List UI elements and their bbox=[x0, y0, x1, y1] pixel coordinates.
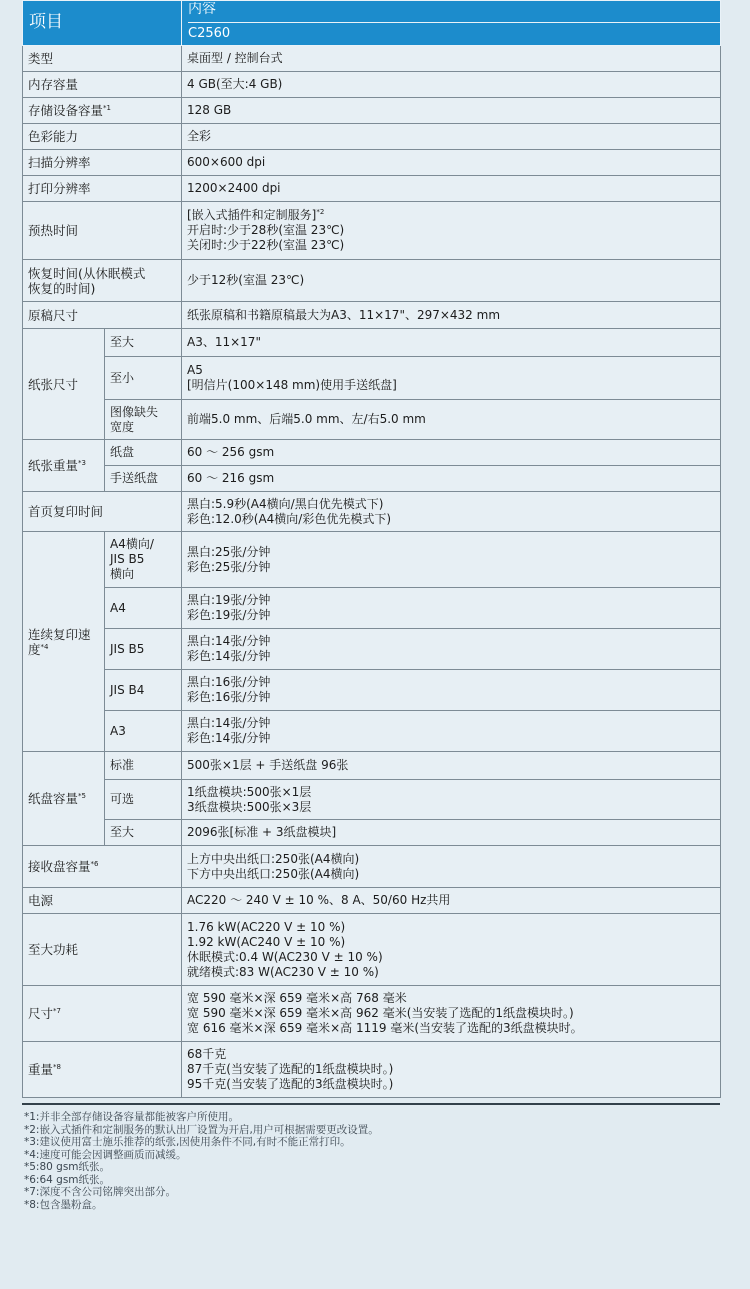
tray-capacity-std-label: 标准 bbox=[105, 752, 182, 780]
weight-label: 重量 bbox=[28, 1062, 54, 1077]
copy-speed-value: 黑白:16张/分钟 彩色:16张/分钟 bbox=[182, 670, 721, 711]
memory-value: 4 GB(至大:4 GB) bbox=[182, 72, 721, 98]
paper-weight-label: 纸张重量 bbox=[28, 458, 79, 473]
warmup-value bbox=[182, 202, 721, 260]
paper-weight-bypass-value: 60 ～ 216 gsm bbox=[182, 466, 721, 492]
first-copy-value: 黑白:5.9秒(A4横向/黑白优先模式下) 彩色:12.0秒(A4横向/彩色优先模式下) bbox=[182, 492, 721, 532]
header-item-cell bbox=[23, 1, 182, 46]
storage-label: 存储设备容量 bbox=[28, 103, 104, 118]
power-label: 电源 bbox=[23, 888, 182, 914]
footnote-mark: *2 bbox=[316, 208, 325, 216]
dimensions-value: 宽 590 毫米×深 659 毫米×高 768 毫米 宽 590 毫米×深 659 毫米×高 962 毫米(当安装了选配的1纸盘模块时。) 宽 616 毫米×深 659 毫米×高 1119 毫米(当安装了选配的3纸盘模块时。 bbox=[182, 986, 721, 1042]
footnote: *1:并非全部存储设备容量都能被客户所使用。 bbox=[24, 1111, 239, 1123]
paper-size-max-value: A3、11×17" bbox=[182, 329, 721, 357]
copy-speed-sub-label: A3 bbox=[105, 711, 182, 752]
image-loss-value: 前端5.0 mm、后端5.0 mm、左/右5.0 mm bbox=[182, 400, 721, 440]
paper-weight-tray-label: 纸盘 bbox=[105, 440, 182, 466]
tray-capacity-std-value: 500张×1层 + 手送纸盘 96张 bbox=[182, 752, 721, 780]
type-label: 类型 bbox=[23, 46, 182, 72]
paper-size-min-value: A5 [明信片(100×148 mm)使用手送纸盘] bbox=[182, 357, 721, 400]
warmup-label: 预热时间 bbox=[23, 202, 182, 260]
copy-speed-label: 连续复印速 度$^{*4}$ bbox=[23, 532, 105, 752]
color-label: 色彩能力 bbox=[23, 124, 182, 150]
warmup-line: 关闭时:少于22秒(室温 23℃) bbox=[187, 238, 345, 252]
copy-speed-sub-label: A4 bbox=[105, 588, 182, 629]
dimensions-label-cell bbox=[23, 986, 182, 1042]
footnote-mark: *1 bbox=[103, 103, 111, 112]
spec-table bbox=[22, 0, 721, 1098]
footnote: *8:包含墨粉盒。 bbox=[24, 1198, 103, 1211]
header-content-cell bbox=[182, 1, 721, 46]
dimensions-label: 尺寸 bbox=[28, 1006, 54, 1021]
footnotes bbox=[24, 1111, 714, 1211]
footnote-mark: *8 bbox=[53, 1062, 61, 1071]
output-capacity-label-cell bbox=[23, 846, 182, 888]
footnote: *3:建议使用富士施乐推荐的纸张,因使用条件不同,有时不能正常打印。 bbox=[24, 1136, 351, 1148]
footnote: *4:速度可能会因调整画质而减缓。 bbox=[24, 1148, 187, 1161]
storage-value: 128 GB bbox=[182, 98, 721, 124]
color-value: 全彩 bbox=[182, 124, 721, 150]
paper-size-min-label: 至小 bbox=[105, 357, 182, 400]
output-capacity-value: 上方中央出纸口:250张(A4横向) 下方中央出纸口:250张(A4横向) bbox=[182, 846, 721, 888]
weight-label-cell bbox=[23, 1042, 182, 1098]
output-capacity-label: 接收盘容量 bbox=[28, 859, 91, 874]
image-loss-label: 图像缺失 宽度 bbox=[105, 400, 182, 440]
footnote-mark: *4 bbox=[40, 642, 49, 651]
tray-capacity-opt-value: 1纸盘模块:500张×1层 3纸盘模块:500张×3层 bbox=[182, 780, 721, 820]
paper-weight-bypass-label: 手送纸盘 bbox=[105, 466, 182, 492]
paper-weight-tray-value: 60 ～ 256 gsm bbox=[182, 440, 721, 466]
footnote: *5:80 gsm纸张。 bbox=[24, 1161, 111, 1173]
footnote-mark: *6 bbox=[90, 859, 99, 868]
copy-speed-value: 黑白:14张/分钟 彩色:14张/分钟 bbox=[182, 711, 721, 752]
footnote: *2:嵌入式插件和定制服务的默认出厂设置为开启,用户可根据需要更改设置。 bbox=[24, 1123, 379, 1136]
paper-size-max-label: 至大 bbox=[105, 329, 182, 357]
copy-speed-value: 黑白:25张/分钟 彩色:25张/分钟 bbox=[182, 532, 721, 588]
footnote-mark: *7 bbox=[53, 1006, 61, 1015]
consumption-label: 至大功耗 bbox=[23, 914, 182, 986]
copy-speed-sub-label: A4横向/ JIS B5 横向 bbox=[105, 532, 182, 588]
consumption-value: 1.76 kW(AC220 V ± 10 %) 1.92 kW(AC240 V ± 10 %) 休眠模式:0.4 W(AC230 V ± 10 %) 就绪模式:83 W(AC230 V ± 10 %) bbox=[182, 914, 721, 986]
tray-capacity-label-cell bbox=[23, 752, 105, 846]
warmup-line: 开启时:少于28秒(室温 23℃) bbox=[187, 223, 345, 237]
scan-resolution-label: 扫描分辨率 bbox=[23, 150, 182, 176]
tray-capacity-max-value: 2096张[标准 + 3纸盘模块] bbox=[182, 820, 721, 846]
header-content-label: 内容 bbox=[188, 2, 720, 23]
print-resolution-value: 1200×2400 dpi bbox=[182, 176, 721, 202]
footnote: *7:深度不含公司铭牌突出部分。 bbox=[24, 1186, 176, 1198]
paper-weight-label-cell bbox=[23, 440, 105, 492]
tray-capacity-label: 纸盘容量 bbox=[28, 791, 79, 806]
original-size-value: 纸张原稿和书籍原稿最大为A3、11×17"、297×432 mm bbox=[182, 302, 721, 329]
tray-capacity-opt-label: 可选 bbox=[105, 780, 182, 820]
print-resolution-label: 打印分辨率 bbox=[23, 176, 182, 202]
header-item-label: 项目 bbox=[29, 12, 63, 32]
copy-speed-value: 黑白:14张/分钟 彩色:14张/分钟 bbox=[182, 629, 721, 670]
copy-speed-sub-label: JIS B5 bbox=[105, 629, 182, 670]
type-value: 桌面型 / 控制台式 bbox=[182, 46, 721, 72]
copy-speed-sub-label: JIS B4 bbox=[105, 670, 182, 711]
tray-capacity-max-label: 至大 bbox=[105, 820, 182, 846]
footnote: *6:64 gsm纸张。 bbox=[24, 1173, 111, 1186]
first-copy-label: 首页复印时间 bbox=[23, 492, 182, 532]
recovery-value: 少于12秒(室温 23℃) bbox=[182, 260, 721, 302]
recovery-label: 恢复时间(从休眠模式 恢复的时间) bbox=[23, 260, 182, 302]
storage-label-cell bbox=[23, 98, 182, 124]
footnote-mark: *5 bbox=[78, 791, 86, 800]
weight-value: 68千克 87千克(当安装了选配的1纸盘模块时。) 95千克(当安装了选配的3纸盘模块时。) bbox=[182, 1042, 721, 1098]
warmup-line: [嵌入式插件和定制服务]$^{*2}$ bbox=[187, 208, 325, 222]
memory-label: 内存容量 bbox=[23, 72, 182, 98]
paper-size-label: 纸张尺寸 bbox=[23, 329, 105, 440]
power-value: AC220 ～ 240 V ± 10 %、8 A、50/60 Hz共用 bbox=[182, 888, 721, 914]
header-model: C2560 bbox=[188, 26, 231, 41]
original-size-label: 原稿尺寸 bbox=[23, 302, 182, 329]
copy-speed-value: 黑白:19张/分钟 彩色:19张/分钟 bbox=[182, 588, 721, 629]
scan-resolution-value: 600×600 dpi bbox=[182, 150, 721, 176]
table-bottom-rule bbox=[22, 1103, 720, 1105]
footnote-mark: *3 bbox=[78, 458, 86, 467]
